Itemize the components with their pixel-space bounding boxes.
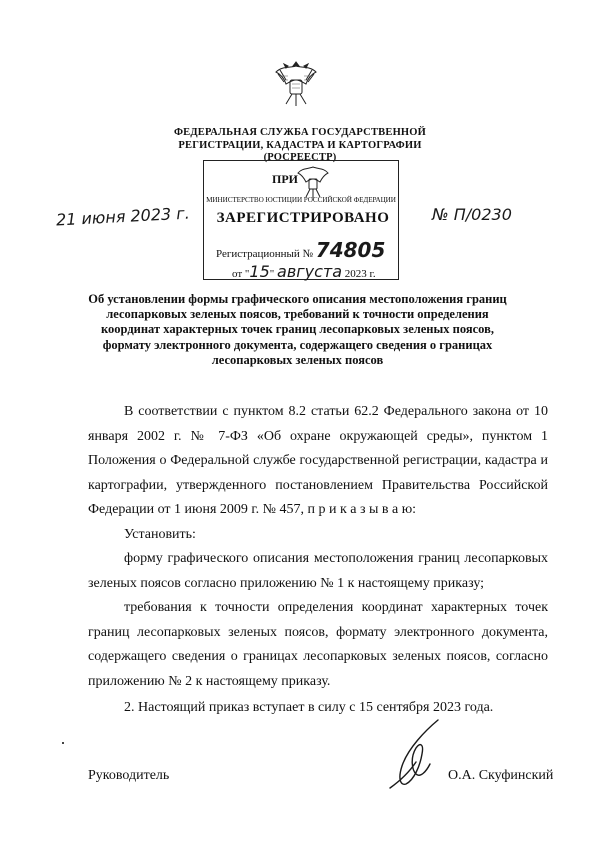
body-paragraph-3: форму графического описания местоположения границ лесопарковых зеленых поясов согласно приложению № 1 к настоящему приказу; [88, 551, 548, 591]
stamp-date-year: 2023 г. [342, 268, 376, 280]
stamp-date-prefix: от " [232, 268, 250, 280]
signatory-position: Руководитель [88, 768, 170, 783]
body-paragraph-4: требования к точности определения координат характерных точек границ лесопарковых зеленых поясов, формату электронного документа, содержащего сведения о границах лесопарковых зеленых поясов, согласно приложению № 2 к настоящему приказу. [88, 600, 548, 689]
body-paragraph-2: Установить: [124, 527, 196, 542]
scan-speck [62, 742, 64, 744]
stamp-ministry-label: МИНИСТЕРСТВО ЮСТИЦИИ РОССИЙСКОЙ ФЕДЕРАЦИИ [206, 196, 396, 204]
stamp-date-mid: " [269, 268, 278, 280]
document-title: Об установлении формы графического описания местоположения границ лесопарковых зеленых поясов, требований к точности определения координат характерных точек границ лесопарковых зеленых поясов, формату электронного документа, содержащего сведения о границах лесопарковых зеленых поясов [88, 292, 507, 367]
handwritten-order-number: № П/0230 [432, 205, 512, 224]
organization-name-line3: (РОСРЕЕСТР) [263, 152, 337, 163]
body-paragraph-1: В соответствии с пунктом 8.2 статьи 62.2 Федерального закона от 10 января 2002 г. № 7-ФЗ «Об охране окружающей среды», пунктом 1 Положения о Федеральной службе государственной регистрации, кадастра и картографии, утвержденного постановлением Правительства Российской Федерации от 1 июня 2009 г. № 457, п р и к а з ы в а ю: [88, 404, 548, 517]
stamp-reg-label: Регистрационный № [216, 248, 314, 260]
organization-name-line2: РЕГИСТРАЦИИ, КАДАСТРА И КАРТОГРАФИИ [178, 140, 422, 151]
organization-name-line1: ФЕДЕРАЛЬНАЯ СЛУЖБА ГОСУДАРСТВЕННОЙ [173, 127, 427, 138]
stamp-emblem-icon [296, 164, 330, 200]
stamp-registration-number [216, 238, 385, 262]
handwritten-date: 21 июня 2023 г. [55, 203, 191, 230]
stamp-date-day: 15 [249, 262, 270, 281]
handwritten-signature-icon [386, 718, 446, 790]
stamp-registered-label: ЗАРЕГИСТРИРОВАНО [216, 210, 390, 226]
stamp-registration-date [232, 262, 376, 281]
stamp-date-month: августа [277, 262, 343, 281]
order-heading: ПРИ [272, 172, 298, 186]
stamp-reg-number: 74805 [315, 238, 386, 262]
body-paragraph-5: 2. Настоящий приказ вступает в силу с 15 сентября 2023 года. [124, 700, 494, 715]
coat-of-arms-icon [272, 58, 320, 110]
signatory-name: О.А. Скуфинский [448, 768, 554, 783]
